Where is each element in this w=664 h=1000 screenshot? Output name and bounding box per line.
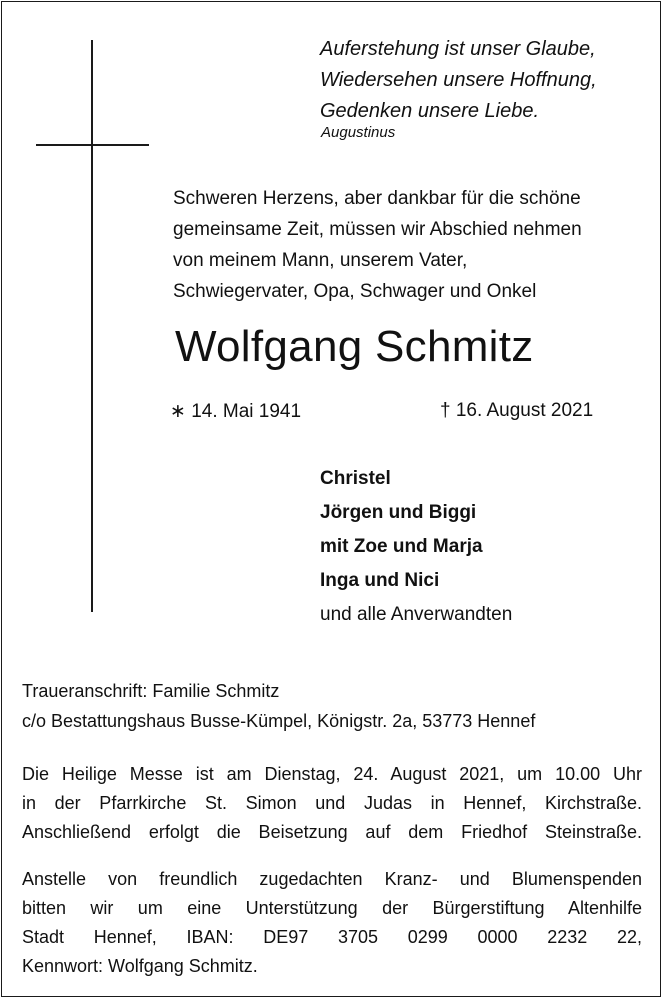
mourner-name: mit Zoe und Marja [320,536,483,557]
intro-line: Schweren Herzens, aber dankbar für die schöne [173,188,581,209]
donation-info [22,865,642,981]
family-mourners [320,462,512,632]
intro-line: gemeinsame Zeit, müssen wir Abschied nehmen [173,219,582,240]
address-line: Traueranschrift: Familie Schmitz [22,681,280,701]
birth-date: ∗ 14. Mai 1941 [170,401,302,422]
mourner-name: Christel [320,468,391,489]
quote-author: Augustinus [321,124,396,141]
memorial-quote [320,34,597,127]
mass-line: Anschließend erfolgt die Beisetzung auf dem Friedhof Steinstraße. [22,822,642,842]
cross-vertical-bar [91,40,93,612]
mourner-name: Jörgen und Biggi [320,502,477,523]
mourning-address [22,676,535,736]
quote-line: Auferstehung ist unser Glaube, [320,38,596,60]
donation-line: Stadt Hennef, IBAN: DE97 3705 0299 0000 2232 22, [22,927,642,947]
donation-line: bitten wir um eine Unterstützung der Bürgerstiftung Altenhilfe [22,898,642,918]
cross-horizontal-bar [36,144,149,146]
mass-line: in der Pfarrkirche St. Simon und Judas in Hennef, Kirchstraße. [22,793,642,813]
mourner-closing: und alle Anverwandten [320,604,513,625]
death-date: † 16. August 2021 [440,400,594,421]
intro-text [173,183,582,307]
intro-line: von meinem Mann, unserem Vater, [173,250,468,271]
quote-line: Wiedersehen unsere Hoffnung, [320,69,597,91]
donation-line: Anstelle von freundlich zugedachten Kranz- und Blumenspenden [22,869,642,889]
mass-line: Die Heilige Messe ist am Dienstag, 24. August 2021, um 10.00 Uhr [22,764,642,784]
mass-info [22,760,642,847]
mourner-name: Inga und Nici [320,570,440,591]
quote-line: Gedenken unsere Liebe. [320,100,540,122]
deceased-name: Wolfgang Schmitz [175,322,534,371]
address-line: c/o Bestattungshaus Busse-Kümpel, Königstr. 2a, 53773 Hennef [22,711,536,731]
intro-line: Schwiegervater, Opa, Schwager und Onkel [173,281,537,302]
donation-line: Kennwort: Wolfgang Schmitz. [22,956,258,976]
